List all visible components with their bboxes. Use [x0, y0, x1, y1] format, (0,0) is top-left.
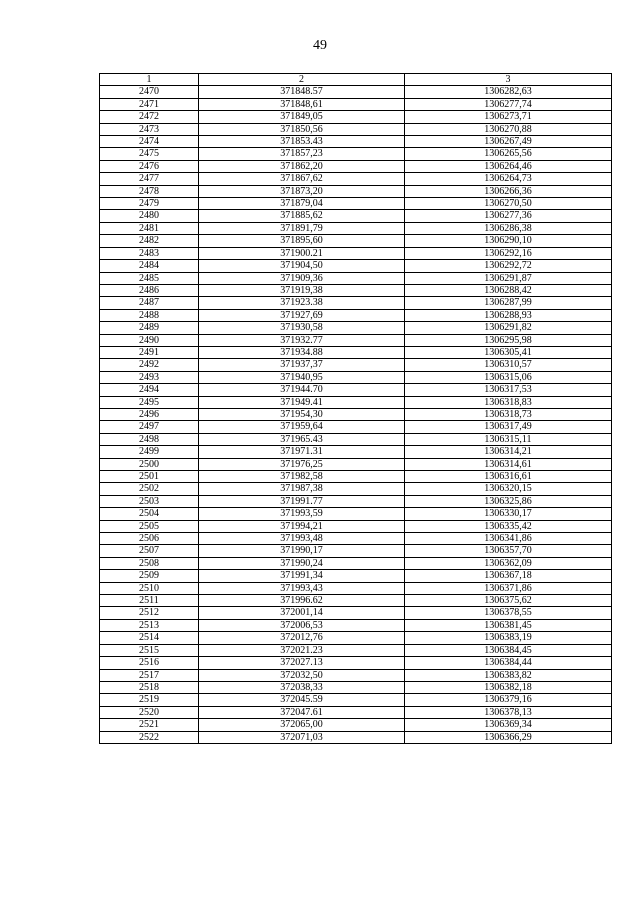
- y-coordinate-cell: 1306325,86: [405, 495, 612, 507]
- y-coordinate-cell: 1306382,18: [405, 681, 612, 693]
- x-coordinate-cell: 371993,59: [199, 508, 405, 520]
- table-row: [100, 657, 612, 669]
- point-number-cell: 2486: [100, 284, 199, 296]
- table-row: [100, 471, 612, 483]
- point-number-cell: 2519: [100, 694, 199, 706]
- point-number-cell: 2498: [100, 433, 199, 445]
- x-coordinate-cell: 372001,14: [199, 607, 405, 619]
- y-coordinate-cell: 1306367,18: [405, 570, 612, 582]
- table-row: [100, 346, 612, 358]
- table-row: [100, 198, 612, 210]
- x-coordinate-cell: 371991,34: [199, 570, 405, 582]
- table-row: [100, 582, 612, 594]
- point-number-cell: 2514: [100, 632, 199, 644]
- y-coordinate-cell: 1306288,42: [405, 284, 612, 296]
- point-number-cell: 2488: [100, 309, 199, 321]
- x-coordinate-cell: 371919,38: [199, 284, 405, 296]
- x-coordinate-cell: 371895,60: [199, 235, 405, 247]
- y-coordinate-cell: 1306264,46: [405, 160, 612, 172]
- table-row: [100, 408, 612, 420]
- table-row: [100, 334, 612, 346]
- y-coordinate-cell: 1306295,98: [405, 334, 612, 346]
- x-coordinate-cell: 372065,00: [199, 719, 405, 731]
- y-coordinate-cell: 1306378,13: [405, 706, 612, 718]
- table-row: [100, 148, 612, 160]
- y-coordinate-cell: 1306381,45: [405, 619, 612, 631]
- point-number-cell: 2502: [100, 483, 199, 495]
- table-row: [100, 545, 612, 557]
- point-number-cell: 2520: [100, 706, 199, 718]
- point-number-cell: 2470: [100, 86, 199, 98]
- table-row: [100, 123, 612, 135]
- point-number-cell: 2491: [100, 346, 199, 358]
- table-row: [100, 520, 612, 532]
- point-number-cell: 2505: [100, 520, 199, 532]
- table-row: [100, 669, 612, 681]
- x-coordinate-cell: 371993,48: [199, 533, 405, 545]
- y-coordinate-cell: 1306264,73: [405, 173, 612, 185]
- x-coordinate-cell: 371932.77: [199, 334, 405, 346]
- point-number-cell: 2494: [100, 384, 199, 396]
- table-row: [100, 719, 612, 731]
- x-coordinate-cell: 371954,30: [199, 408, 405, 420]
- table-row: [100, 607, 612, 619]
- point-number-cell: 2484: [100, 260, 199, 272]
- table-row: [100, 458, 612, 470]
- column-header-3: 3: [405, 74, 612, 86]
- y-coordinate-cell: 1306316,61: [405, 471, 612, 483]
- table-row: [100, 235, 612, 247]
- y-coordinate-cell: 1306335,42: [405, 520, 612, 532]
- table-row: [100, 309, 612, 321]
- y-coordinate-cell: 1306379,16: [405, 694, 612, 706]
- x-coordinate-cell: 371879,04: [199, 198, 405, 210]
- y-coordinate-cell: 1306317,53: [405, 384, 612, 396]
- column-header-1: 1: [100, 74, 199, 86]
- table-row: [100, 297, 612, 309]
- point-number-cell: 2521: [100, 719, 199, 731]
- y-coordinate-cell: 1306330,17: [405, 508, 612, 520]
- table-row: [100, 160, 612, 172]
- point-number-cell: 2504: [100, 508, 199, 520]
- table-row: [100, 644, 612, 656]
- point-number-cell: 2495: [100, 396, 199, 408]
- y-coordinate-cell: 1306375,62: [405, 595, 612, 607]
- table-body: [100, 86, 612, 744]
- point-number-cell: 2501: [100, 471, 199, 483]
- x-coordinate-cell: 371909,36: [199, 272, 405, 284]
- y-coordinate-cell: 1306314,21: [405, 446, 612, 458]
- table-row: [100, 433, 612, 445]
- x-coordinate-cell: 371853.43: [199, 136, 405, 148]
- y-coordinate-cell: 1306314,61: [405, 458, 612, 470]
- x-coordinate-cell: 371949.41: [199, 396, 405, 408]
- y-coordinate-cell: 1306270,88: [405, 123, 612, 135]
- y-coordinate-cell: 1306357,70: [405, 545, 612, 557]
- point-number-cell: 2482: [100, 235, 199, 247]
- x-coordinate-cell: 372032,50: [199, 669, 405, 681]
- point-number-cell: 2478: [100, 185, 199, 197]
- x-coordinate-cell: 371937,37: [199, 359, 405, 371]
- y-coordinate-cell: 1306318,73: [405, 408, 612, 420]
- table-row: [100, 98, 612, 110]
- table-row: [100, 632, 612, 644]
- table-row: [100, 371, 612, 383]
- table-row: [100, 731, 612, 743]
- table-row: [100, 222, 612, 234]
- table-row: [100, 322, 612, 334]
- y-coordinate-cell: 1306384,45: [405, 644, 612, 656]
- point-number-cell: 2515: [100, 644, 199, 656]
- point-number-cell: 2503: [100, 495, 199, 507]
- point-number-cell: 2473: [100, 123, 199, 135]
- table-header: [100, 74, 612, 86]
- x-coordinate-cell: 371991.77: [199, 495, 405, 507]
- point-number-cell: 2507: [100, 545, 199, 557]
- table-row: [100, 706, 612, 718]
- table-row: [100, 210, 612, 222]
- coordinates-table: [99, 73, 612, 744]
- point-number-cell: 2499: [100, 446, 199, 458]
- point-number-cell: 2510: [100, 582, 199, 594]
- y-coordinate-cell: 1306341,86: [405, 533, 612, 545]
- table-row: [100, 260, 612, 272]
- table-row: [100, 483, 612, 495]
- table-row: [100, 570, 612, 582]
- table-row: [100, 619, 612, 631]
- y-coordinate-cell: 1306305,41: [405, 346, 612, 358]
- point-number-cell: 2481: [100, 222, 199, 234]
- x-coordinate-cell: 372021.23: [199, 644, 405, 656]
- x-coordinate-cell: 371996.62: [199, 595, 405, 607]
- point-number-cell: 2474: [100, 136, 199, 148]
- point-number-cell: 2490: [100, 334, 199, 346]
- table-row: [100, 111, 612, 123]
- point-number-cell: 2516: [100, 657, 199, 669]
- y-coordinate-cell: 1306366,29: [405, 731, 612, 743]
- table-row: [100, 284, 612, 296]
- x-coordinate-cell: 371971.31: [199, 446, 405, 458]
- point-number-cell: 2475: [100, 148, 199, 160]
- point-number-cell: 2492: [100, 359, 199, 371]
- point-number-cell: 2471: [100, 98, 199, 110]
- table-row: [100, 185, 612, 197]
- x-coordinate-cell: 371987,38: [199, 483, 405, 495]
- x-coordinate-cell: 371862,20: [199, 160, 405, 172]
- y-coordinate-cell: 1306270,50: [405, 198, 612, 210]
- x-coordinate-cell: 372027.13: [199, 657, 405, 669]
- x-coordinate-cell: 371959,64: [199, 421, 405, 433]
- point-number-cell: 2508: [100, 557, 199, 569]
- y-coordinate-cell: 1306318,83: [405, 396, 612, 408]
- page-number: 49: [313, 38, 327, 53]
- x-coordinate-cell: 371904,50: [199, 260, 405, 272]
- point-number-cell: 2513: [100, 619, 199, 631]
- y-coordinate-cell: 1306286,38: [405, 222, 612, 234]
- y-coordinate-cell: 1306315,11: [405, 433, 612, 445]
- table-row: [100, 557, 612, 569]
- table-row: [100, 446, 612, 458]
- point-number-cell: 2497: [100, 421, 199, 433]
- y-coordinate-cell: 1306369,34: [405, 719, 612, 731]
- table-row: [100, 681, 612, 693]
- x-coordinate-cell: 371927,69: [199, 309, 405, 321]
- table-row: [100, 247, 612, 259]
- header-row: [100, 74, 612, 86]
- y-coordinate-cell: 1306315,06: [405, 371, 612, 383]
- y-coordinate-cell: 1306310,57: [405, 359, 612, 371]
- y-coordinate-cell: 1306282,63: [405, 86, 612, 98]
- column-header-2: 2: [199, 74, 405, 86]
- point-number-cell: 2479: [100, 198, 199, 210]
- point-number-cell: 2483: [100, 247, 199, 259]
- x-coordinate-cell: 371848,61: [199, 98, 405, 110]
- point-number-cell: 2512: [100, 607, 199, 619]
- y-coordinate-cell: 1306273,71: [405, 111, 612, 123]
- y-coordinate-cell: 1306266,36: [405, 185, 612, 197]
- x-coordinate-cell: 371976,25: [199, 458, 405, 470]
- x-coordinate-cell: 371848.57: [199, 86, 405, 98]
- y-coordinate-cell: 1306277,74: [405, 98, 612, 110]
- x-coordinate-cell: 371965.43: [199, 433, 405, 445]
- x-coordinate-cell: 371867,62: [199, 173, 405, 185]
- point-number-cell: 2511: [100, 595, 199, 607]
- table-row: [100, 421, 612, 433]
- point-number-cell: 2500: [100, 458, 199, 470]
- point-number-cell: 2509: [100, 570, 199, 582]
- x-coordinate-cell: 372038,33: [199, 681, 405, 693]
- table-row: [100, 694, 612, 706]
- y-coordinate-cell: 1306292,72: [405, 260, 612, 272]
- y-coordinate-cell: 1306378,55: [405, 607, 612, 619]
- x-coordinate-cell: 372071,03: [199, 731, 405, 743]
- x-coordinate-cell: 372045.59: [199, 694, 405, 706]
- table-row: [100, 86, 612, 98]
- y-coordinate-cell: 1306277,36: [405, 210, 612, 222]
- x-coordinate-cell: 372047.61: [199, 706, 405, 718]
- point-number-cell: 2493: [100, 371, 199, 383]
- x-coordinate-cell: 371993,43: [199, 582, 405, 594]
- table-row: [100, 173, 612, 185]
- point-number-cell: 2485: [100, 272, 199, 284]
- y-coordinate-cell: 1306383,82: [405, 669, 612, 681]
- x-coordinate-cell: 371900.21: [199, 247, 405, 259]
- y-coordinate-cell: 1306362,09: [405, 557, 612, 569]
- table-row: [100, 396, 612, 408]
- point-number-cell: 2476: [100, 160, 199, 172]
- y-coordinate-cell: 1306290,10: [405, 235, 612, 247]
- x-coordinate-cell: 371849,05: [199, 111, 405, 123]
- point-number-cell: 2522: [100, 731, 199, 743]
- x-coordinate-cell: 371923.38: [199, 297, 405, 309]
- x-coordinate-cell: 371873,20: [199, 185, 405, 197]
- x-coordinate-cell: 371934.88: [199, 346, 405, 358]
- y-coordinate-cell: 1306265,56: [405, 148, 612, 160]
- y-coordinate-cell: 1306383,19: [405, 632, 612, 644]
- point-number-cell: 2517: [100, 669, 199, 681]
- x-coordinate-cell: 371930,58: [199, 322, 405, 334]
- table-row: [100, 359, 612, 371]
- table-row: [100, 495, 612, 507]
- y-coordinate-cell: 1306384,44: [405, 657, 612, 669]
- point-number-cell: 2489: [100, 322, 199, 334]
- table-row: [100, 595, 612, 607]
- x-coordinate-cell: 371857,23: [199, 148, 405, 160]
- x-coordinate-cell: 371990,24: [199, 557, 405, 569]
- point-number-cell: 2480: [100, 210, 199, 222]
- table-row: [100, 136, 612, 148]
- x-coordinate-cell: 371885,62: [199, 210, 405, 222]
- point-number-cell: 2477: [100, 173, 199, 185]
- y-coordinate-cell: 1306291,82: [405, 322, 612, 334]
- point-number-cell: 2472: [100, 111, 199, 123]
- y-coordinate-cell: 1306288,93: [405, 309, 612, 321]
- x-coordinate-cell: 371944.70: [199, 384, 405, 396]
- point-number-cell: 2506: [100, 533, 199, 545]
- y-coordinate-cell: 1306371,86: [405, 582, 612, 594]
- x-coordinate-cell: 372006,53: [199, 619, 405, 631]
- y-coordinate-cell: 1306267,49: [405, 136, 612, 148]
- y-coordinate-cell: 1306317,49: [405, 421, 612, 433]
- x-coordinate-cell: 372012,76: [199, 632, 405, 644]
- x-coordinate-cell: 371994,21: [199, 520, 405, 532]
- x-coordinate-cell: 371982,58: [199, 471, 405, 483]
- x-coordinate-cell: 371850,56: [199, 123, 405, 135]
- point-number-cell: 2496: [100, 408, 199, 420]
- table-row: [100, 533, 612, 545]
- y-coordinate-cell: 1306320,15: [405, 483, 612, 495]
- point-number-cell: 2487: [100, 297, 199, 309]
- y-coordinate-cell: 1306292,16: [405, 247, 612, 259]
- y-coordinate-cell: 1306287,99: [405, 297, 612, 309]
- table-row: [100, 272, 612, 284]
- y-coordinate-cell: 1306291,87: [405, 272, 612, 284]
- table-row: [100, 508, 612, 520]
- x-coordinate-cell: 371891,79: [199, 222, 405, 234]
- x-coordinate-cell: 371940,95: [199, 371, 405, 383]
- table-row: [100, 384, 612, 396]
- point-number-cell: 2518: [100, 681, 199, 693]
- x-coordinate-cell: 371990,17: [199, 545, 405, 557]
